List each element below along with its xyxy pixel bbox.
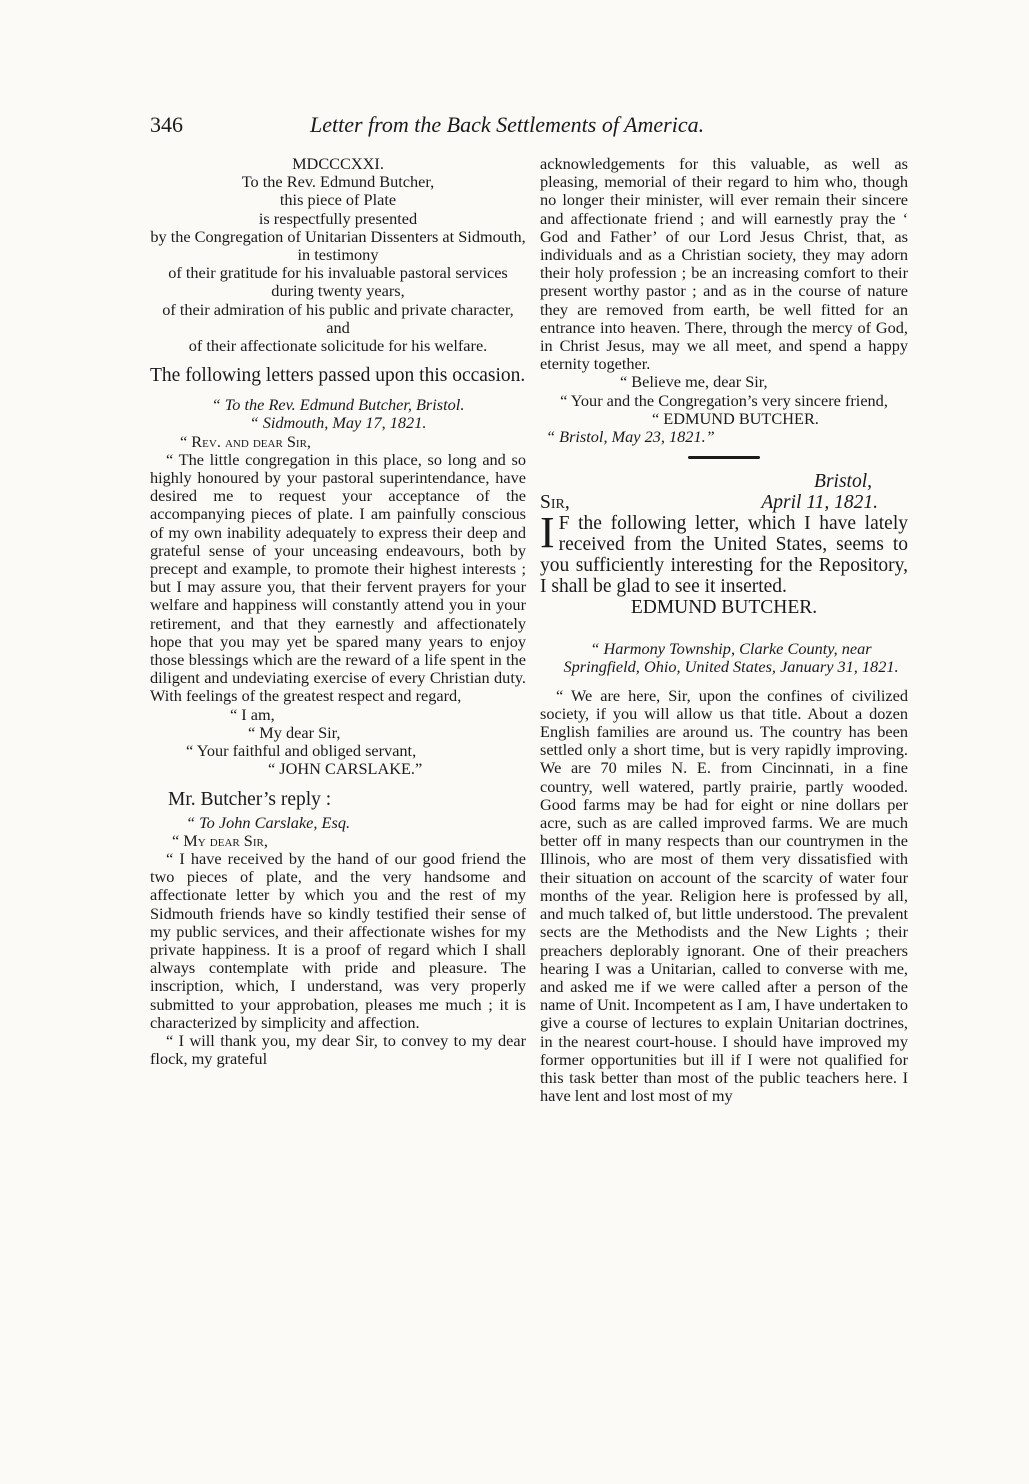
- letter1-body: “ The little congregation in this place, so long and so highly honoured by your pastoral superintendance, have desired me to request your acceptance of the accompanying pieces of plate. I am painfully conscious of my own inability adequately to express their deep and grateful sense of your unceasing endeavours, both by precept and example, to promote their highest interests ; but I may assure you, that their fervent prayers for your welfare and happiness will constantly attend you in your retirement, and that they earnestly and affectionately hope that you may yet be spared many years to enjoy those blessings which are the reward of a life spent in the diligent and undeviating exercise of every Christian duty. With feelings of the greatest respect and regard,: [150, 449, 526, 706]
- letter2-sir: Sir,: [540, 492, 570, 514]
- inscription-line: of their admiration of his public and private character,: [162, 299, 514, 319]
- reply-salutation: “ My dear Sir,: [172, 830, 268, 850]
- letter2-paragraph: [540, 508, 908, 598]
- reply-address: “ To John Carslake, Esq.: [186, 812, 351, 832]
- letter1-address: “ To the Rev. Edmund Butcher, Bristol.: [211, 395, 465, 415]
- inscription-line: is respectfully presented: [258, 208, 418, 228]
- letter2-date: April 11, 1821.: [761, 492, 878, 514]
- letter1-close: “ I am,: [230, 704, 275, 724]
- intro-paragraph: The following letters passed upon this occasion.: [150, 365, 526, 387]
- reply-close: “ Your and the Congregation’s very sincere friend,: [560, 390, 888, 410]
- drop-cap: I: [540, 508, 555, 558]
- inscription-line: by the Congregation of Unitarian Dissenters at Sidmouth,: [150, 226, 526, 246]
- reply-heading: Mr. Butcher’s reply :: [168, 788, 332, 810]
- letter2-signature: EDMUND BUTCHER.: [630, 597, 818, 619]
- inscription-line: To the Rev. Edmund Butcher,: [241, 172, 435, 192]
- letter2-body: F the following letter, which I have lately received from the United States, seems to you sufficiently interesting for the Repository, I shall be glad to see it inserted.: [540, 513, 908, 598]
- letter2-dateline: [540, 492, 908, 513]
- left-column: [150, 155, 526, 1068]
- inscription-line: and: [326, 317, 350, 337]
- inscription-line: this piece of Plate: [279, 190, 397, 210]
- letter1-signature: “ JOHN CARSLAKE.”: [268, 759, 423, 779]
- letter1-close: “ My dear Sir,: [248, 722, 341, 742]
- page-number: 346: [150, 112, 183, 137]
- inscription-line: of their gratitude for his invaluable pastoral services: [168, 263, 508, 283]
- reply-continuation: acknowledgements for this valuable, as well as pleasing, memorial of their regard to him who, though no longer their minister, will ever remain their sincere and affectionate friend ; and will earnestly pray the ‘ God and Father’ of our Lord Jesus Christ, that, as individuals and as a Christian society, they may adorn their holy profession ; be an increasing comfort to their present worthy pastor ; and as in the course of nature they are removed from earth, be well fitted for an entrance into heaven. There, through the mercy of God, in Christ Jesus, may we all meet, and spend a happy eternity together.: [540, 154, 908, 374]
- right-column: [540, 155, 908, 1105]
- inscription-line: during twenty years,: [271, 281, 405, 301]
- letter2-place: Bristol,: [814, 471, 872, 493]
- letter1-salutation: “ Rev. and dear Sir,: [180, 431, 312, 451]
- section-divider: [688, 456, 760, 459]
- reply-date: “ Bristol, May 23, 1821.”: [546, 427, 715, 447]
- inscription: [150, 155, 526, 355]
- reply-body: “ I will thank you, my dear Sir, to convey to my dear flock, my grateful: [150, 1030, 526, 1069]
- inscription-line: in testimony: [297, 245, 379, 265]
- inscription-line: MDCCCXXI.: [292, 154, 384, 173]
- reply-signature: “ EDMUND BUTCHER.: [652, 408, 819, 428]
- reply-close: “ Believe me, dear Sir,: [620, 372, 768, 392]
- running-title: Letter from the Back Settlements of America.: [310, 112, 705, 137]
- letter1-date: “ Sidmouth, May 17, 1821.: [249, 413, 427, 433]
- letter3-heading: “ Harmony Township, Clarke County, near Springfield, Ohio, United States, January 31, 1821.: [563, 639, 899, 677]
- inscription-line: of their affectionate solicitude for his welfare.: [188, 336, 488, 356]
- letter3-body: “ We are here, Sir, upon the confines of civilized society, if you will allow us that title. About a dozen English families are around us. The country has been settled only a short time, but is very rapidly improving. We are 70 miles N. E. from Cincinnati, in a fine country, well watered, partly prairie, partly wooded. Good farms may be had for eight or nine dollars per acre, such as are called improved farms. We are much better off in many respects than our countrymen in the Illinois, who are most of them very dissatisfied with their situation on account of the scarcity of water four months of the year. Religion here is professed by all, and much talked of, but little understood. The prevalent sects are the Methodists and the New Lights ; their preachers deplorably ignorant. One of their preachers hearing I was a Unitarian, called to converse with me, and asked me if we were called after a person of the name of Unit. Incompetent as I am, I have undertaken to give a course of lectures to explain Unitarian doctrines, in the nearest court-house. I should have improved my former opportunities but ill if I were not qualified for this task better than most of the public teachers here. I have lent and lost most of my: [540, 685, 909, 1106]
- reply-body: “ I have received by the hand of our good friend the two pieces of plate, and the very handsome and affectionate letter by which you and the rest of my Sidmouth friends have so kindly testified their sense of my public services, and their affectionate wishes for my private happiness. It is a proof of regard which I shall always contemplate with pride and pleasure. The inscription, which, I understand, was very properly submitted to your approbation, pleases me much ; it is characterized by simplicity and affection.: [150, 848, 526, 1032]
- page-header: [150, 112, 910, 142]
- letter1-close: “ Your faithful and obliged servant,: [186, 741, 417, 761]
